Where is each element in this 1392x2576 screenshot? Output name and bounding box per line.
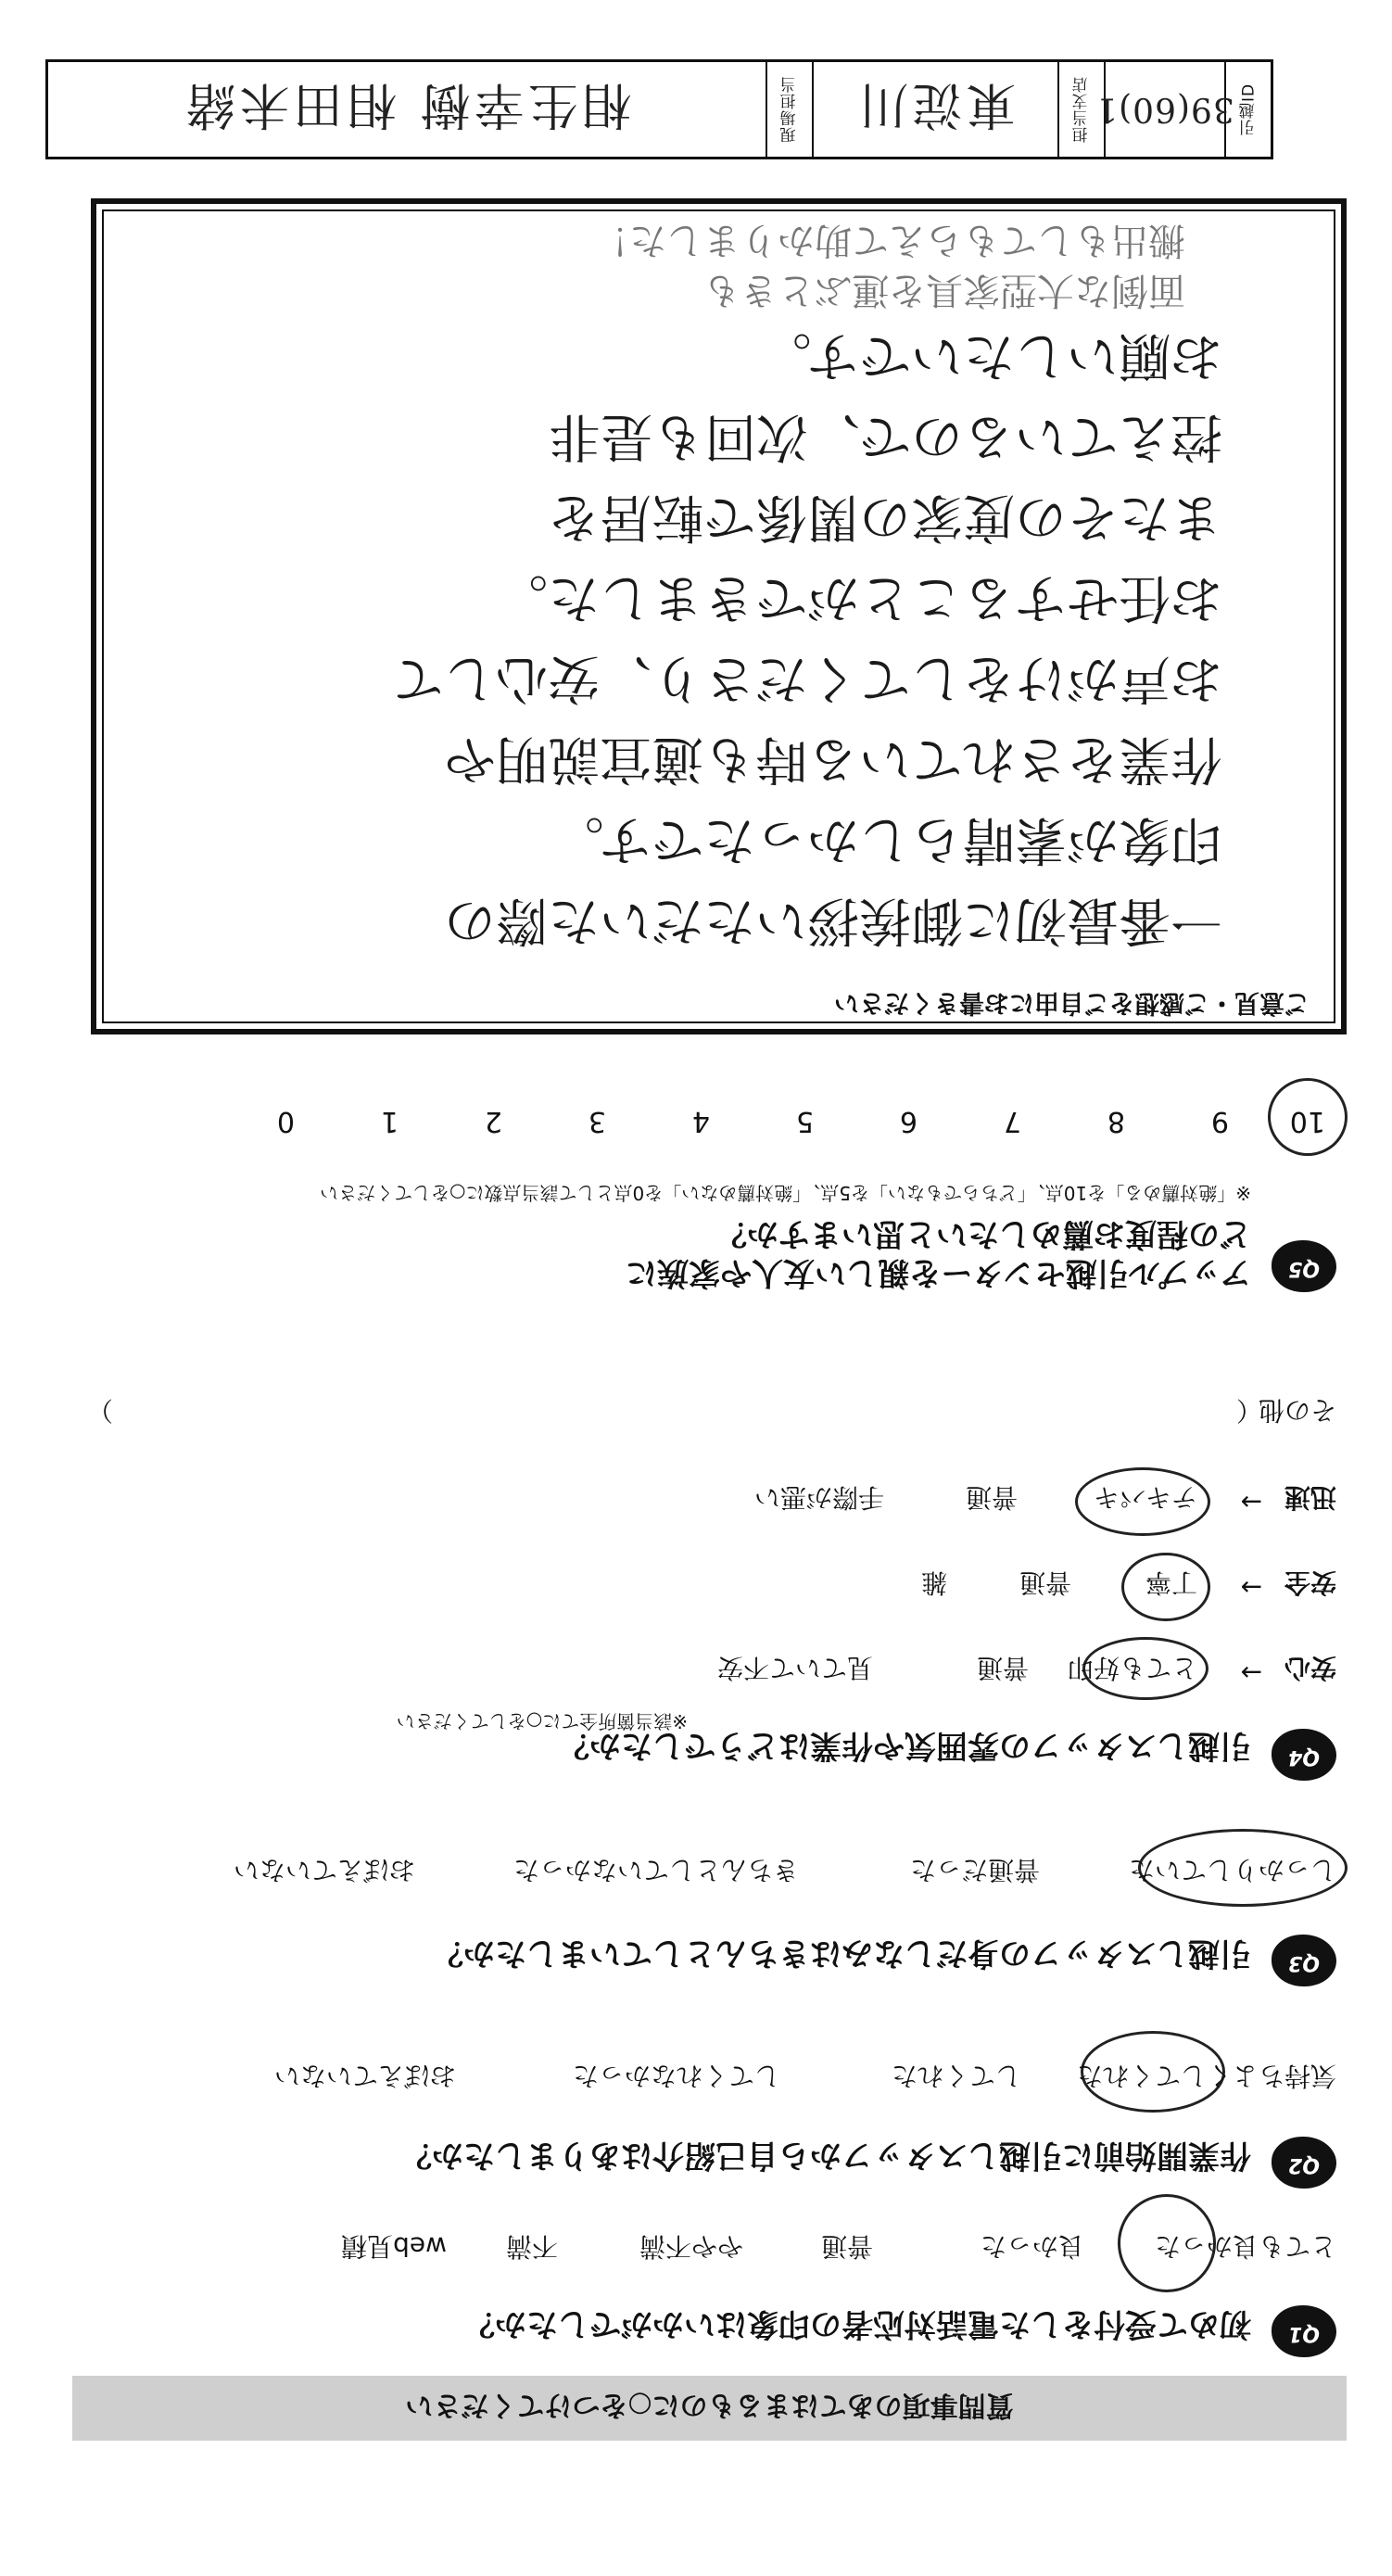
q1-option[interactable]: 普通 xyxy=(820,2231,873,2262)
comment-line: またその度家の関係で転居を xyxy=(548,487,1222,547)
q4-option[interactable]: 普通 xyxy=(1019,1567,1071,1598)
branch-value: 東淀川 xyxy=(854,76,1017,135)
q2-option[interactable]: してくれなかった xyxy=(572,2061,780,2091)
comment-line: お任せすることができました。 xyxy=(496,567,1222,628)
header-table xyxy=(45,59,1273,159)
q4-note: ※該当箇所全てに○をしてください xyxy=(396,1710,688,1732)
comment-line-gray: 面倒な大型家具を運ぶときも xyxy=(703,269,1185,311)
q4-other-paren-close: ） xyxy=(86,1395,113,1426)
scale-value[interactable]: 1 xyxy=(380,1105,399,1137)
comment-line: 作業をされている時も適宜説明や xyxy=(444,729,1222,789)
q4-row-label: 安全 xyxy=(1284,1567,1336,1598)
q4-option[interactable]: 普通 xyxy=(976,1653,1029,1683)
q2-option[interactable]: 気持ちよくしてくれた xyxy=(1076,2061,1336,2091)
comment-line: 印象が素晴らしかったです。 xyxy=(551,809,1222,869)
staff-value: 相生幸樹 相田未緒 xyxy=(182,76,632,135)
q1-number: Q1 xyxy=(1287,2322,1320,2345)
scale-value[interactable]: 8 xyxy=(1107,1105,1125,1137)
q2-option[interactable]: おぼえていない xyxy=(273,2061,456,2091)
id-value-cell xyxy=(1095,62,1234,157)
scale-value[interactable]: 5 xyxy=(795,1105,814,1137)
q1-option[interactable]: 不満 xyxy=(505,2231,558,2262)
scale-value[interactable]: 0 xyxy=(276,1105,295,1137)
comment-lines xyxy=(157,215,1222,960)
q1-option[interactable]: web見積 xyxy=(341,2231,447,2262)
branch-label: 担当支店 xyxy=(1072,76,1092,143)
scale-value[interactable]: 6 xyxy=(899,1105,917,1137)
q4-option[interactable]: 雑 xyxy=(920,1567,947,1598)
q2-number: Q2 xyxy=(1287,2153,1320,2176)
scale-value[interactable]: 4 xyxy=(691,1105,710,1137)
instruction-banner xyxy=(72,2376,1347,2441)
scale-value[interactable]: 2 xyxy=(484,1105,502,1137)
branch-label-cell xyxy=(1057,62,1104,157)
q4-option[interactable]: 見ていて不安 xyxy=(716,1653,873,1683)
q4-row-label: 安心 xyxy=(1284,1653,1336,1683)
q1-option[interactable]: やや不満 xyxy=(639,2231,743,2262)
q4-question: 引越しスタッフの雰囲気や作業はどうでしたか？ xyxy=(558,1727,1251,1764)
q1-option[interactable]: とても良かった xyxy=(1154,2231,1336,2262)
comment-title: ご意見・ご感想をご自由にお書きください xyxy=(834,988,1310,1017)
q3-option[interactable]: きちんとしていなかった xyxy=(513,1855,799,1885)
q4-number: Q4 xyxy=(1287,1745,1320,1769)
q4-option[interactable]: 手際が悪い xyxy=(753,1482,884,1513)
arrow-icon: → xyxy=(1240,1487,1262,1517)
q3-number: Q3 xyxy=(1287,1951,1320,1974)
q5-number: Q5 xyxy=(1287,1257,1320,1280)
q4-option[interactable]: テキパキ xyxy=(1093,1482,1197,1513)
comment-line: お願いしたいです。 xyxy=(759,325,1222,386)
id-label: 引越ID xyxy=(1239,82,1259,136)
comment-line: 一番最初に御挨拶いただいた際の xyxy=(444,890,1222,950)
q3-option[interactable]: しっかりしていた xyxy=(1128,1855,1336,1885)
branch-value-cell xyxy=(812,62,1057,157)
comment-line: 控えているので、次回も是非 xyxy=(549,406,1222,466)
q3-question: 引越しスタッフの身だしなみはきちんとしていましたか？ xyxy=(432,1935,1251,1972)
q2-option[interactable]: してくれた xyxy=(891,2061,1021,2091)
q4-other-paren-open: （ xyxy=(1235,1395,1262,1426)
staff-value-cell xyxy=(48,62,766,157)
q3-option[interactable]: おぼえていない xyxy=(233,1855,415,1885)
q5-question-line2: どの程度お薦めしたいと思いますか？ xyxy=(715,1215,1251,1252)
arrow-icon: → xyxy=(1240,1572,1262,1603)
staff-label: 現場担当 xyxy=(780,76,800,143)
scale-value[interactable]: 7 xyxy=(1003,1105,1021,1137)
comment-line-gray: 搬出もしてもらえて助かりました！ xyxy=(592,219,1185,261)
comment-box xyxy=(91,198,1347,1034)
id-value: 39(60)1 xyxy=(1095,90,1234,129)
q4-option[interactable]: とても好印 xyxy=(1067,1653,1197,1683)
q4-option[interactable]: 普通 xyxy=(965,1482,1018,1513)
scale-value[interactable]: 3 xyxy=(588,1105,606,1137)
banner-text: 質問事項のあてはまるものに○をつけてください xyxy=(405,2389,1014,2421)
q5-question-line1: アップル引越センターを親しい友人や家族に xyxy=(626,1254,1251,1291)
q1-question: 初めて受付をした電話対応者の印象はいかがでしたか？ xyxy=(463,2305,1251,2342)
q1-option[interactable]: 良かった xyxy=(980,2231,1084,2262)
q2-question: 作業開始前に引越しスタッフから自己紹介はありましたか？ xyxy=(400,2137,1251,2174)
q4-other-label: その他 xyxy=(1258,1395,1336,1426)
q4-row-label: 迅速 xyxy=(1284,1482,1336,1513)
comment-line: お声がけをしてくださり、安心して xyxy=(392,648,1222,708)
q4-option[interactable]: 丁寧 xyxy=(1145,1567,1197,1598)
scale-value[interactable]: 9 xyxy=(1210,1105,1229,1137)
scale-value[interactable]: 10 xyxy=(1289,1105,1325,1137)
q3-option[interactable]: 普通だった xyxy=(909,1855,1040,1885)
staff-label-cell xyxy=(766,62,812,157)
arrow-icon: → xyxy=(1240,1657,1262,1688)
q5-note: ※「絶対薦める」を10点、「どちらでもない」を5点、「絶対薦めない」を0点として該当点数に○をしてください xyxy=(320,1182,1251,1204)
